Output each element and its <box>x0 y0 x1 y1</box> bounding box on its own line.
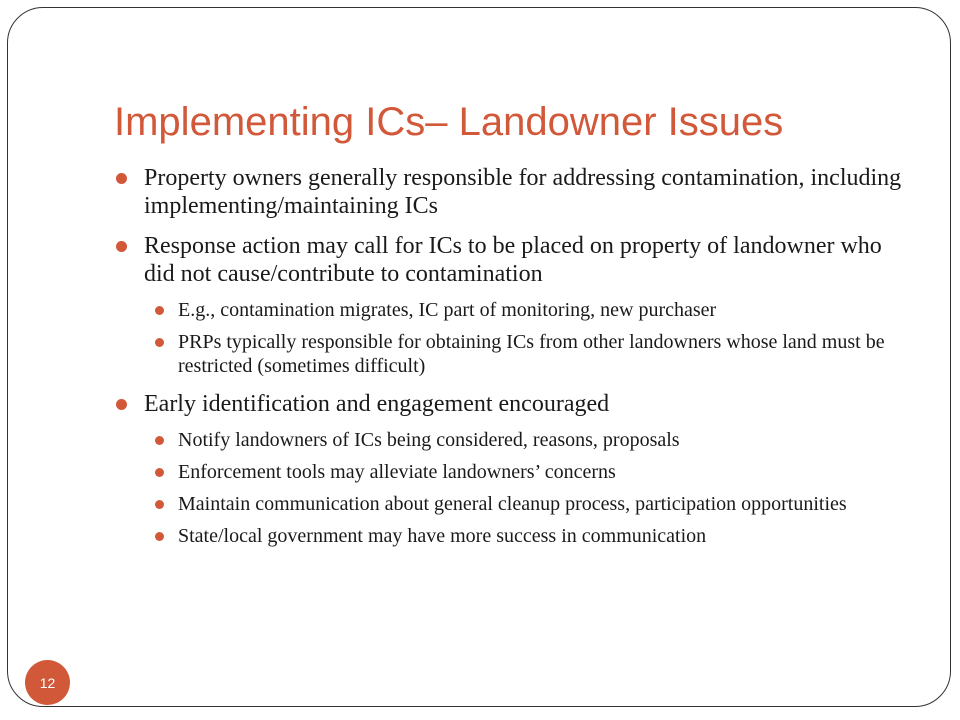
bullet-text: Early identification and engagement encouraged <box>144 391 610 417</box>
sub-bullet-dot-icon <box>155 500 164 509</box>
bullet-item <box>114 232 914 378</box>
slide-content <box>114 164 914 560</box>
sub-bullet-text: Notify landowners of ICs being considered, reasons, proposals <box>178 429 680 451</box>
page-number: 12 <box>39 674 56 691</box>
slide-title: Implementing ICs– Landowner Issues <box>114 100 784 144</box>
sub-bullet-item <box>152 330 914 378</box>
sub-bullet-item <box>152 524 914 548</box>
sub-bullet-dot-icon <box>155 532 164 541</box>
sub-bullet-text: Maintain communication about general cleanup process, participation opportunities <box>178 493 847 515</box>
sub-bullet-dot-icon <box>155 468 164 477</box>
sub-bullet-text: Enforcement tools may alleviate landowners’ concerns <box>178 461 616 483</box>
bullet-item <box>114 390 914 548</box>
sub-bullet-list <box>152 298 914 378</box>
sub-bullet-dot-icon <box>155 306 164 315</box>
sub-bullet-text: E.g., contamination migrates, IC part of monitoring, new purchaser <box>178 299 717 321</box>
sub-bullet-list <box>152 428 914 548</box>
bullet-list <box>114 164 914 548</box>
sub-bullet-dot-icon <box>155 436 164 445</box>
bullet-item <box>114 164 914 220</box>
sub-bullet-text: State/local government may have more success in communication <box>178 525 707 547</box>
sub-bullet-item <box>152 492 914 516</box>
bullet-text: Property owners generally responsible for addressing contamination, including implementing/maintaining ICs <box>144 165 902 219</box>
sub-bullet-item <box>152 460 914 484</box>
bullet-dot-icon <box>116 399 127 410</box>
bullet-dot-icon <box>116 241 127 252</box>
sub-bullet-text: PRPs typically responsible for obtaining ICs from other landowners whose land must be restricted (sometimes difficult) <box>178 331 885 377</box>
slide-frame <box>7 7 951 707</box>
bullet-text: Response action may call for ICs to be placed on property of landowner who did not cause/contribute to contamination <box>144 233 882 287</box>
bullet-dot-icon <box>116 173 127 184</box>
page-number-badge <box>25 660 70 705</box>
sub-bullet-item <box>152 428 914 452</box>
sub-bullet-item <box>152 298 914 322</box>
sub-bullet-dot-icon <box>155 338 164 347</box>
